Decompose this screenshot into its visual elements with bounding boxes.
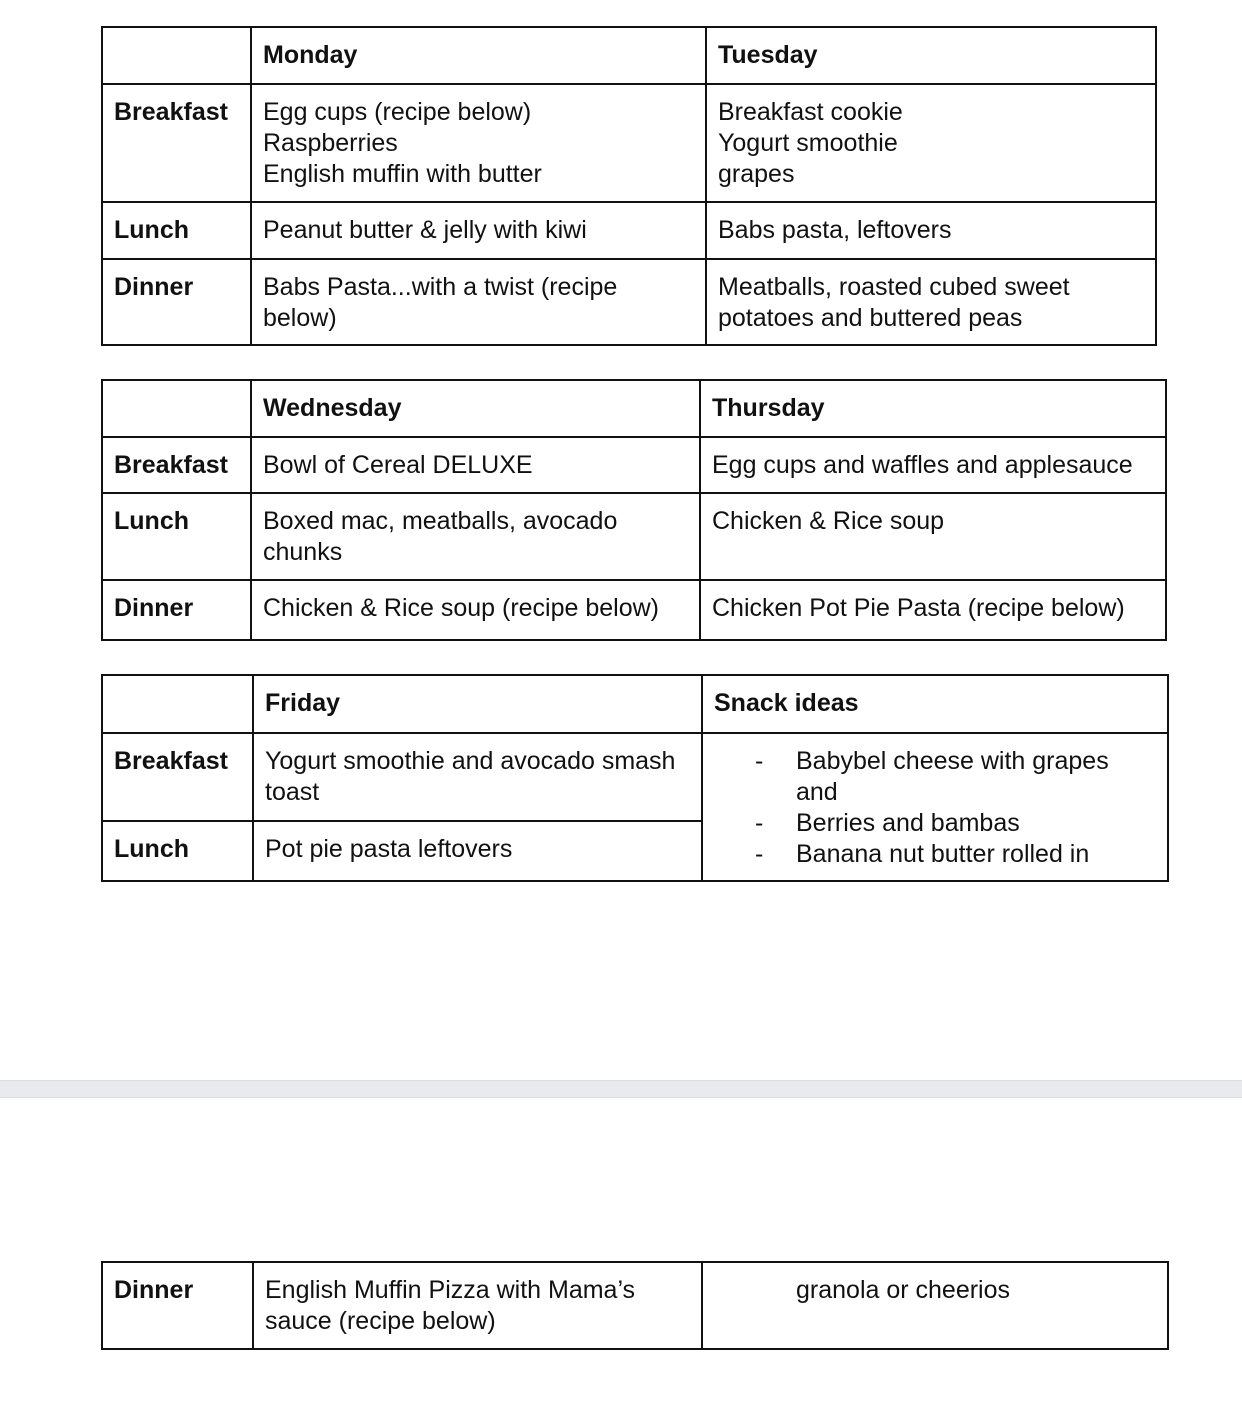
row-label-dinner: Dinner <box>102 580 251 640</box>
friday-breakfast-cell <box>253 733 702 821</box>
row-label-lunch: Lunch <box>102 202 251 259</box>
snack-item <box>714 808 1157 839</box>
thursday-breakfast-cell: Egg cups and waffles and applesauce <box>700 437 1166 493</box>
row-label-lunch: Lunch <box>102 821 253 881</box>
friday-dinner-cell <box>253 1262 702 1349</box>
header-snack-ideas: Snack ideas <box>702 675 1168 733</box>
row-label-breakfast: Breakfast <box>102 437 251 493</box>
header-tuesday: Tuesday <box>706 27 1156 84</box>
friday-breakfast-line: toast <box>265 778 320 806</box>
header-wednesday: Wednesday <box>251 380 700 437</box>
header-friday: Friday <box>253 675 702 733</box>
row-label-dinner: Dinner <box>102 1262 253 1349</box>
snack-item-text: Babybel cheese with grapes <box>796 747 1109 775</box>
corner-cell <box>102 675 253 733</box>
tuesday-dinner-line: Meatballs, roasted cubed sweet <box>718 273 1070 301</box>
corner-cell <box>102 380 251 437</box>
snack-item-text: Berries and bambas <box>796 809 1020 837</box>
header-thursday: Thursday <box>700 380 1166 437</box>
row-label-breakfast: Breakfast <box>102 84 251 202</box>
friday-dinner-line: sauce (recipe below) <box>265 1307 496 1335</box>
wednesday-lunch-cell <box>251 493 700 580</box>
tuesday-breakfast-item: Breakfast cookie <box>718 98 903 126</box>
monday-dinner-line: below) <box>263 304 337 332</box>
snack-list <box>714 746 1157 870</box>
friday-dinner-line: English Muffin Pizza with Mama’s <box>265 1276 636 1304</box>
snack-item <box>714 839 1157 870</box>
wednesday-lunch-line: Boxed mac, meatballs, avocado <box>263 507 618 535</box>
monday-breakfast-cell <box>251 84 706 202</box>
row-label-breakfast: Breakfast <box>102 733 253 821</box>
header-monday: Monday <box>251 27 706 84</box>
monday-breakfast-item: Raspberries <box>263 129 398 157</box>
tuesday-dinner-cell <box>706 259 1156 345</box>
meal-table-fri-snacks <box>101 674 1169 882</box>
meal-table-continuation <box>101 1261 1169 1350</box>
meal-table-wed-thu <box>101 379 1167 641</box>
wednesday-lunch-line: chunks <box>263 538 343 566</box>
monday-breakfast-item: English muffin with butter <box>263 160 542 188</box>
wednesday-dinner-cell: Chicken & Rice soup (recipe below) <box>251 580 700 640</box>
dash-bullet: - <box>755 809 764 837</box>
dash-bullet: - <box>755 840 764 868</box>
thursday-lunch-cell: Chicken & Rice soup <box>700 493 1166 580</box>
tuesday-lunch-cell: Babs pasta, leftovers <box>706 202 1156 259</box>
corner-cell <box>102 27 251 84</box>
page-break <box>0 1080 1242 1098</box>
monday-breakfast-item: Egg cups (recipe below) <box>263 98 532 126</box>
snack-item-text: and <box>796 778 838 806</box>
tuesday-dinner-line: potatoes and buttered peas <box>718 304 1023 332</box>
snack-item-text: Banana nut butter rolled in <box>796 840 1090 868</box>
row-label-lunch: Lunch <box>102 493 251 580</box>
friday-breakfast-line: Yogurt smoothie and avocado smash <box>265 747 676 775</box>
wednesday-breakfast-cell: Bowl of Cereal DELUXE <box>251 437 700 493</box>
snack-ideas-continued-cell <box>702 1262 1168 1349</box>
tuesday-breakfast-cell <box>706 84 1156 202</box>
snack-item <box>714 746 1157 808</box>
thursday-dinner-cell: Chicken Pot Pie Pasta (recipe below) <box>700 580 1166 640</box>
snack-item-continued: granola or cheerios <box>796 1276 1011 1304</box>
tuesday-breakfast-item: Yogurt smoothie <box>718 129 898 157</box>
tuesday-breakfast-item: grapes <box>718 160 795 188</box>
monday-lunch-cell: Peanut butter & jelly with kiwi <box>251 202 706 259</box>
row-label-dinner: Dinner <box>102 259 251 345</box>
friday-lunch-cell: Pot pie pasta leftovers <box>253 821 702 881</box>
dash-bullet: - <box>755 747 764 775</box>
snack-ideas-cell <box>702 733 1168 881</box>
monday-dinner-line: Babs Pasta...with a twist (recipe <box>263 273 618 301</box>
meal-table-mon-tue <box>101 26 1157 346</box>
monday-dinner-cell <box>251 259 706 345</box>
